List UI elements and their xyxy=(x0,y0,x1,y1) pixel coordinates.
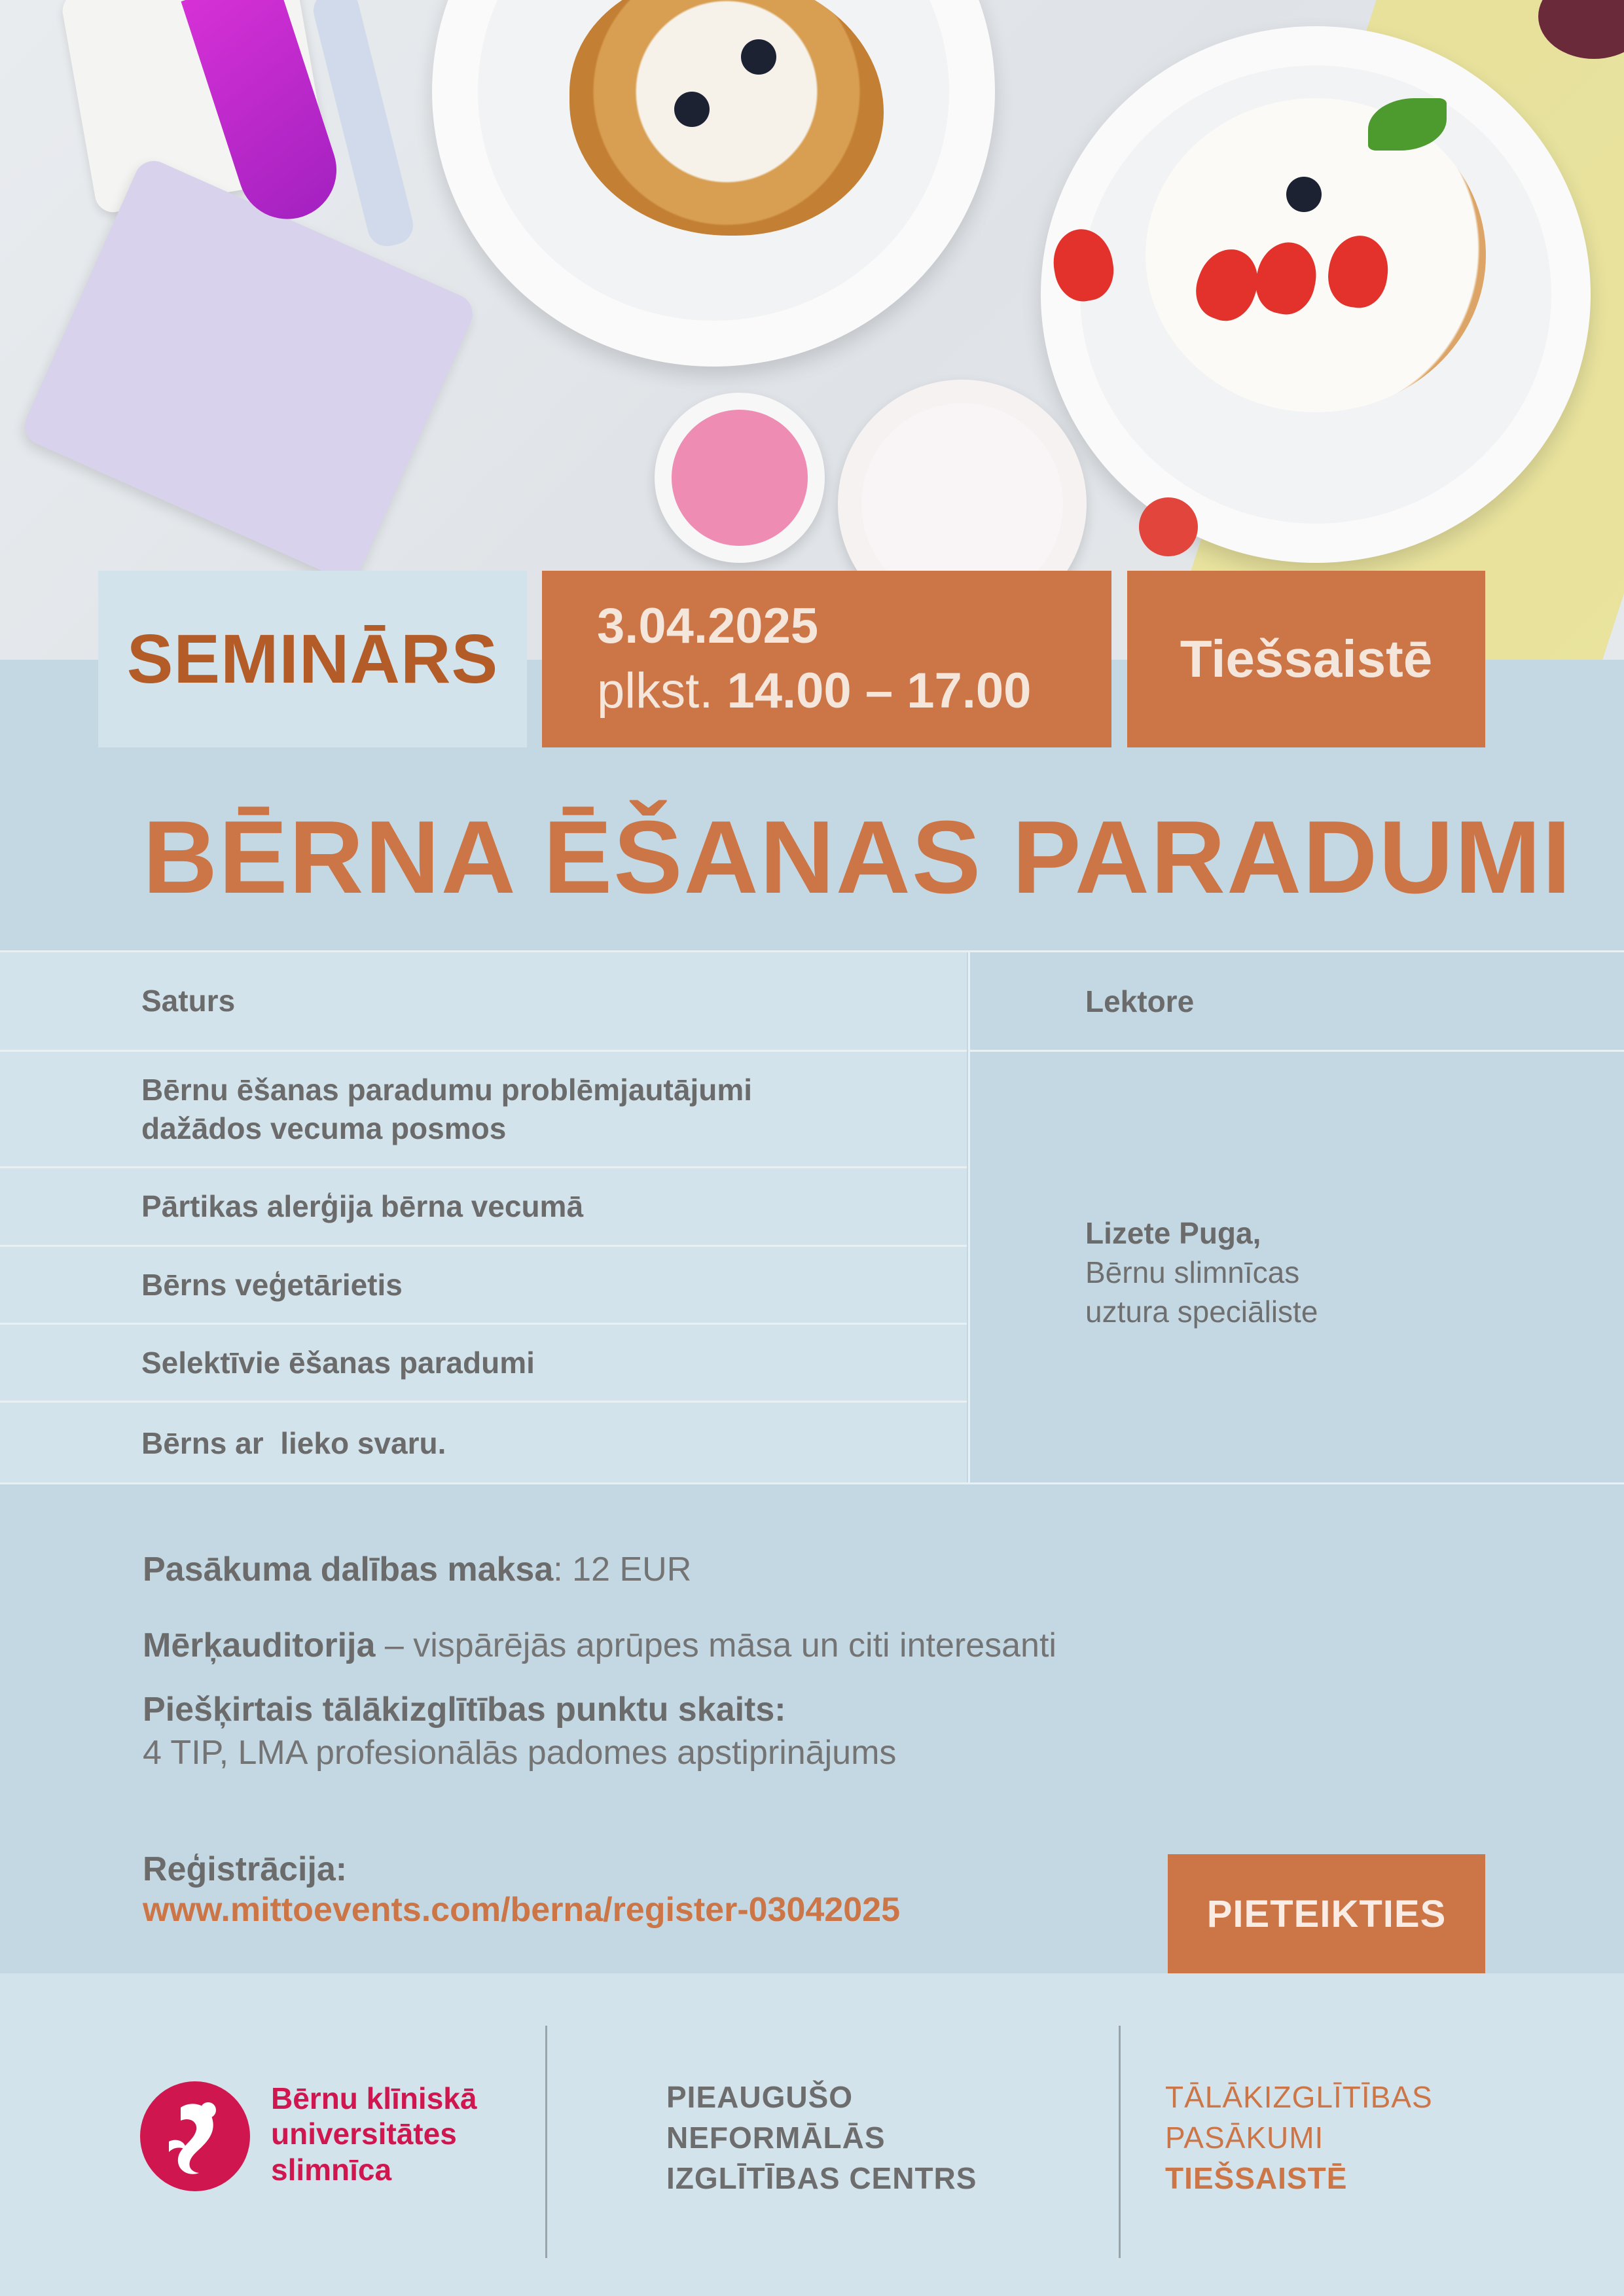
format-label: Tiešsaistē xyxy=(1180,630,1433,688)
fork-shape xyxy=(310,0,418,251)
registration-link[interactable]: www.mittoevents.com/berna/register-03042025 xyxy=(143,1891,900,1929)
table-divider xyxy=(0,1482,1624,1484)
lecturer-title-line1: Bērnu slimnīcas xyxy=(1085,1255,1300,1289)
fee-line xyxy=(143,1550,691,1589)
topic-row: Bērns ar lieko svaru. xyxy=(141,1426,446,1460)
hero-food-image xyxy=(0,0,1624,660)
event-time xyxy=(597,659,1031,724)
blueberry-eye-right xyxy=(741,39,776,75)
register-button[interactable]: PIETEIKTIES xyxy=(1168,1854,1485,1973)
audience-line xyxy=(143,1626,1056,1665)
points-value: 4 TIP, LMA profesionālās padomes apstiprinājums xyxy=(143,1734,897,1772)
footer xyxy=(0,1973,1624,2296)
registration-label: Reģistrācija: xyxy=(143,1850,348,1888)
lecturer-header: Lektore xyxy=(970,952,1624,1052)
lecturer-name: Lizete Puga, xyxy=(1085,1216,1261,1250)
date-time-badge xyxy=(542,571,1111,747)
blueberry-eye-left xyxy=(674,92,710,127)
pink-yogurt-cup xyxy=(655,393,825,563)
format-badge xyxy=(1127,571,1485,747)
topic-row: Bērns veģetārietis xyxy=(0,1247,967,1325)
lecturer-title-line2: uztura speciāliste xyxy=(1085,1294,1318,1329)
hospital-logo-icon xyxy=(140,2081,250,2191)
blueberry-eye-fish xyxy=(1286,177,1322,212)
audience-value: – vispārējās aprūpes māsa un citi interesanti xyxy=(375,1626,1056,1664)
topic-row: Selektīvie ēšanas paradumi xyxy=(0,1325,967,1403)
seminar-label: SEMINĀRS xyxy=(126,620,499,698)
footer-divider xyxy=(1119,2026,1121,2258)
cherry xyxy=(1139,497,1198,556)
time-range: 14.00 – 17.00 xyxy=(727,663,1032,719)
lecturer-column xyxy=(968,952,1624,1484)
audience-label: Mērķauditorija xyxy=(143,1626,376,1664)
hospital-name: Bērnu klīniskā universitātes slimnīca xyxy=(271,2081,477,2187)
topic-row: Pārtikas alerģija bērna vecumā xyxy=(0,1168,967,1247)
topic-row: Bērnu ēšanas paradumu problēmjautājumi dažādos vecuma posmos xyxy=(0,1052,967,1168)
event-date: 3.04.2025 xyxy=(597,598,819,655)
online-events-label: TĀLĀKIZGLĪTĪBAS PASĀKUMI TIEŠSAISTĒ xyxy=(1165,2080,1433,2196)
points-label: Piešķirtais tālākizglītības punktu skaits: xyxy=(143,1691,786,1729)
content-header: Saturs xyxy=(0,952,967,1052)
content-column xyxy=(0,952,967,1484)
lecturer-info xyxy=(1085,1214,1318,1331)
pancake-fish-right xyxy=(1146,98,1486,412)
education-center-name: PIEAUGUŠO NEFORMĀLĀS IZGLĪTĪBAS CENTRS xyxy=(666,2080,977,2196)
fee-label: Pasākuma dalības maksa xyxy=(143,1551,554,1588)
page-title: BĒRNA ĒŠANAS PARADUMI xyxy=(143,800,1572,915)
program-table xyxy=(0,952,1624,1484)
seminar-badge xyxy=(98,571,527,747)
fee-value: : 12 EUR xyxy=(553,1551,692,1588)
time-prefix: plkst. xyxy=(597,663,713,719)
footer-divider xyxy=(545,2026,547,2258)
